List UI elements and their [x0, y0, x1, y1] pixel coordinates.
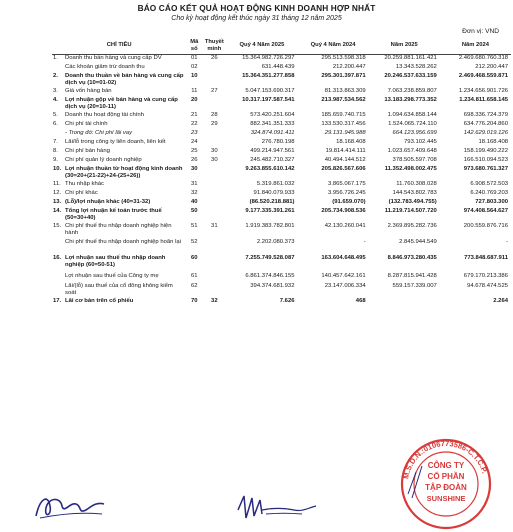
row-year-2024: 634.776.204.860	[463, 120, 508, 127]
row-year-2025: (132.783.494.755)	[388, 198, 437, 205]
row-indicator: Doanh thu hoạt động tài chính	[65, 111, 144, 118]
header-indicator: CHỈ TIÊU	[52, 37, 186, 55]
row-number: 8.	[53, 147, 58, 154]
row-q4-2025: 9.177.335.391.261	[245, 207, 295, 214]
row-number: 7.	[53, 138, 58, 145]
table-row	[52, 181, 511, 190]
row-note: 28	[211, 111, 218, 118]
row-q4-2025: 5.319.861.032	[256, 180, 295, 187]
row-code: 61	[191, 272, 198, 279]
row-number	[52, 283, 64, 298]
row-note	[202, 64, 226, 73]
table-row	[52, 97, 511, 112]
row-year-2025: 1.524.065.724.110	[388, 120, 437, 127]
row-code: 23	[191, 129, 198, 136]
table-header-row	[52, 37, 511, 55]
row-code: 21	[191, 111, 198, 118]
row-code: 70	[191, 297, 198, 304]
row-code: 24	[191, 138, 198, 145]
row-q4-2025: 245.482.710.327	[250, 156, 295, 163]
row-number: 1.	[53, 55, 58, 62]
table-row	[52, 112, 511, 121]
row-number: 2.	[53, 72, 58, 79]
row-number: 17.	[53, 297, 62, 304]
row-note	[202, 273, 226, 283]
table-row	[52, 139, 511, 148]
report-subtitle: Cho kỳ hoạt động kết thúc ngày 31 tháng 12 năm 2025	[171, 15, 342, 22]
row-indicator: Lợi nhuận sau thuế của Công ty mẹ	[65, 272, 159, 279]
row-code: 52	[191, 238, 198, 245]
row-year-2025: 20.246.537.633.159	[384, 72, 437, 79]
table-row	[52, 273, 511, 283]
row-number	[52, 130, 64, 139]
row-year-2025: 664.123.956.699	[392, 129, 437, 136]
row-number	[52, 64, 64, 73]
row-indicator: (Lỗ)/lợi nhuận khác (40=31-32)	[65, 198, 151, 205]
header-year-2025: Năm 2025	[369, 37, 440, 55]
row-q4-2024: 213.987.534.562	[321, 96, 366, 103]
row-q4-2024: 205.734.908.536	[321, 207, 366, 214]
row-code: 50	[191, 207, 198, 214]
row-year-2024: 1.234.656.901.726	[458, 87, 508, 94]
row-year-2024: 974.408.564.627	[463, 207, 508, 214]
income-statement-table	[52, 37, 511, 307]
row-year-2024: 94.678.474.525	[467, 282, 508, 289]
row-q4-2025: 5.047.153.690.317	[245, 87, 295, 94]
row-code: 32	[191, 189, 198, 196]
row-code: 31	[191, 180, 198, 187]
row-q4-2025: 631.448.439	[261, 63, 295, 70]
row-code: 01	[191, 55, 198, 62]
row-year-2024: 212.200.447	[475, 63, 508, 70]
row-note	[202, 130, 226, 139]
header-q4-2024: Quý 4 Năm 2024	[298, 37, 369, 55]
seal-line-3: TẬP ĐOÀN	[425, 483, 467, 492]
row-q4-2024: (91.659.070)	[332, 198, 366, 205]
row-year-2025: 2.369.895.282.736	[387, 222, 437, 229]
row-code: 40	[191, 198, 198, 205]
row-number: 6.	[53, 120, 58, 127]
row-note: 29	[211, 120, 218, 127]
signature-preparer	[30, 488, 110, 524]
row-year-2024: 6.908.572.503	[470, 180, 508, 187]
row-q4-2025: 573.420.251.604	[250, 111, 295, 118]
row-year-2025: 13.343.528.262	[395, 63, 437, 70]
row-indicator: Chi phí quản lý doanh nghiệp	[65, 156, 142, 163]
row-year-2025: 144.543.802.783	[392, 189, 437, 196]
currency-unit: Đơn vị: VND	[462, 28, 499, 35]
seal-line-2: CỔ PHẦN	[427, 472, 465, 481]
header-year-2024: Năm 2024	[440, 37, 511, 55]
row-year-2024: 200.559.876.716	[463, 222, 508, 229]
row-q4-2024: 212.200.447	[332, 63, 366, 70]
row-year-2025: 7.063.238.859.807	[387, 87, 437, 94]
row-q4-2025: 324.874.091.411	[250, 129, 295, 136]
seal-line-4: SUNSHINE	[426, 494, 466, 503]
row-q4-2024: 40.494.144.512	[324, 156, 366, 163]
row-q4-2024: 185.659.740.715	[321, 111, 366, 118]
row-note	[202, 239, 226, 255]
table-row	[52, 64, 511, 73]
row-q4-2024: 3.956.726.245	[327, 189, 366, 196]
table-row	[52, 208, 511, 223]
row-note	[202, 181, 226, 190]
table-row	[52, 166, 511, 181]
row-note: 27	[211, 87, 218, 94]
row-year-2025: 2.845.944.549	[399, 238, 437, 245]
row-number: 15.	[53, 222, 62, 229]
row-q4-2024: 19.814.414.111	[325, 147, 366, 154]
report-title: BÁO CÁO KẾT QUẢ HOẠT ĐỘNG KINH DOANH HỢP NHẤT	[137, 3, 376, 13]
table-row	[52, 130, 511, 139]
row-q4-2024: 23.147.006.334	[324, 282, 366, 289]
row-code: 02	[191, 63, 198, 70]
row-year-2024: -	[506, 238, 508, 245]
row-year-2025: 793.102.445	[404, 138, 437, 145]
row-q4-2024: 140.457.642.161	[321, 272, 366, 279]
row-indicator: Lãi/(lỗ) sau thuế của cổ đông không kiểm soát	[65, 282, 173, 296]
row-q4-2025: (86.520.218.881)	[249, 198, 295, 205]
row-number: 5.	[53, 111, 58, 118]
row-code: 25	[191, 147, 198, 154]
row-q4-2025: 394.374.681.932	[250, 282, 295, 289]
row-q4-2025: 9.263.855.610.142	[245, 165, 295, 172]
row-year-2025: 11.219.714.507.720	[384, 207, 437, 214]
row-note	[202, 208, 226, 223]
row-code: 51	[191, 222, 198, 229]
row-indicator: Lãi cơ bản trên cổ phiếu	[65, 297, 134, 304]
row-q4-2025: 7.255.749.528.087	[245, 254, 295, 261]
table-row	[52, 298, 511, 307]
row-q4-2024: 81.313.863.309	[324, 87, 366, 94]
row-q4-2025: 1.919.383.782.801	[245, 222, 295, 229]
row-year-2024: 727.803.300	[475, 198, 508, 205]
row-indicator: - Trong đó: Chi phí lãi vay	[65, 129, 133, 136]
row-year-2024: 773.848.687.911	[464, 254, 508, 261]
row-q4-2025: 2.202.080.373	[256, 238, 295, 245]
row-number: 11.	[53, 180, 61, 187]
row-note: 31	[211, 222, 218, 229]
table-row	[52, 223, 511, 239]
row-year-2024: 6.240.769.203	[470, 189, 508, 196]
row-note	[202, 73, 226, 88]
row-q4-2025: 15.364.351.277.858	[242, 72, 295, 79]
row-number: 13.	[53, 198, 62, 205]
header-note: Thuyết minh	[202, 37, 226, 55]
row-q4-2024: 468	[355, 297, 366, 304]
row-number: 14.	[53, 207, 62, 214]
row-year-2024: 166.510.094.523	[463, 156, 508, 163]
row-note: 30	[211, 156, 218, 163]
row-year-2025: 8.846.973.280.435	[387, 254, 437, 261]
row-indicator: Giá vốn hàng bán	[65, 87, 112, 94]
table-row	[52, 148, 511, 157]
row-year-2025: 8.287.815.941.428	[387, 272, 437, 279]
row-indicator: Lợi nhuận sau thuế thu nhập doanh nghiệp (60=50-51)	[65, 254, 166, 268]
row-note	[202, 139, 226, 148]
table-row	[52, 157, 511, 166]
row-q4-2025: 276.780.198	[261, 138, 295, 145]
row-year-2024: 2.469.680.760.318	[458, 55, 508, 62]
table-row	[52, 283, 511, 298]
row-q4-2024: 133.530.317.456	[321, 120, 366, 127]
row-year-2025: 1.094.634.858.144	[387, 111, 437, 118]
row-code: 62	[191, 282, 198, 289]
row-number: 16.	[53, 254, 62, 261]
row-year-2025: 20.259.881.161.421	[384, 55, 437, 62]
row-q4-2024: 295.301.397.871	[321, 72, 366, 79]
row-number: 12.	[53, 189, 62, 196]
table-row	[52, 190, 511, 199]
row-q4-2024: 18.168.408	[336, 138, 366, 145]
table-row	[52, 239, 511, 255]
row-indicator: Lãi/lỗ trong công ty liên doanh, liên kết	[65, 138, 166, 145]
row-indicator: Doanh thu thuần về bán hàng và cung cấp dịch vụ (10=01-02)	[65, 72, 184, 86]
header-q4-2025: Quý 4 Năm 2025	[226, 37, 297, 55]
header-code: Mã số	[186, 37, 202, 55]
row-q4-2024: 42.130.260.041	[324, 222, 366, 229]
row-year-2024: 2.264	[493, 297, 508, 304]
signature-chief-accountant	[232, 490, 322, 524]
row-code: 26	[191, 156, 198, 163]
row-note	[202, 190, 226, 199]
row-indicator: Lợi nhuận thuần từ hoạt động kinh doanh (30=20+(21-22)+24-(25+26))	[65, 165, 183, 179]
row-code: 60	[191, 254, 198, 261]
row-code: 11	[191, 87, 198, 94]
row-q4-2024: 29.131.945.988	[324, 129, 366, 136]
table-row	[52, 255, 511, 273]
row-year-2025: 11.352.498.002.475	[384, 165, 437, 172]
row-number: 3.	[53, 87, 58, 94]
row-year-2024: 698.336.724.379	[463, 111, 508, 118]
row-number	[52, 273, 64, 283]
row-year-2025	[369, 298, 440, 307]
row-number: 9.	[53, 156, 58, 163]
row-indicator: Chi phí thuế thu nhập doanh nghiệp hiện hành	[65, 222, 172, 236]
row-year-2024: 1.234.811.658.145	[459, 96, 508, 103]
row-q4-2024: -	[363, 238, 366, 245]
row-year-2024: 142.629.019.126	[463, 129, 508, 136]
row-q4-2025: 6.861.374.846.155	[245, 272, 295, 279]
row-note	[202, 199, 226, 208]
company-seal	[398, 436, 494, 532]
table-row	[52, 73, 511, 88]
row-number	[52, 239, 64, 255]
row-code: 20	[191, 96, 198, 103]
seal-line-1: CÔNG TY	[427, 461, 465, 470]
row-year-2024: 973.680.761.327	[463, 165, 508, 172]
row-code: 22	[191, 120, 198, 127]
row-indicator: Chi phí thuế thu nhập doanh nghiệp hoãn lại	[65, 238, 181, 245]
row-note: 30	[211, 147, 218, 154]
row-year-2024: 158.199.490.222	[463, 147, 508, 154]
row-q4-2024: 205.826.567.606	[321, 165, 366, 172]
row-q4-2025: 91.840.079.933	[253, 189, 295, 196]
row-year-2025: 378.505.597.708	[392, 156, 437, 163]
row-indicator: Chi phí khác	[65, 189, 98, 196]
table-row	[52, 55, 511, 64]
row-number: 4.	[53, 96, 58, 103]
row-indicator: Doanh thu bán hàng và cung cấp DV	[65, 55, 162, 62]
row-number: 10.	[53, 165, 62, 172]
row-note	[202, 255, 226, 273]
row-note	[202, 97, 226, 112]
row-indicator: Chi phí tài chính	[65, 120, 108, 127]
row-q4-2025: 7.626	[279, 297, 295, 304]
row-q4-2025: 499.214.947.561	[250, 147, 295, 154]
row-q4-2024: 163.604.648.495	[321, 254, 366, 261]
row-q4-2025: 10.317.197.587.541	[242, 96, 295, 103]
table-row	[52, 88, 511, 97]
row-year-2024: 2.469.468.559.871	[458, 72, 508, 79]
row-indicator: Tổng lợi nhuận kế toán trước thuế (50=30+40)	[65, 207, 162, 221]
row-note: 26	[211, 55, 218, 62]
table-row	[52, 121, 511, 130]
row-indicator: Lợi nhuận gộp về bán hàng và cung cấp dịch vụ (20=10-11)	[65, 96, 178, 110]
row-indicator: Thu nhập khác	[65, 180, 104, 187]
row-year-2025: 1.023.657.409.648	[387, 147, 437, 154]
row-note	[202, 166, 226, 181]
row-code: 30	[191, 165, 198, 172]
row-indicator: Các khoản giảm trừ doanh thu	[65, 63, 145, 70]
row-q4-2025: 882.341.351.333	[250, 120, 295, 127]
row-q4-2025: 15.364.982.726.297	[242, 55, 295, 62]
row-indicator: Chi phí bán hàng	[65, 147, 110, 154]
seal-outer-text: M.S.D.N.:0106773586-C.T.C.P.	[401, 438, 490, 480]
row-year-2024: 18.168.408	[478, 138, 508, 145]
row-year-2024: 679.170.213.386	[463, 272, 508, 279]
row-year-2025: 559.157.339.007	[392, 282, 437, 289]
row-note: 32	[211, 297, 218, 304]
table-row	[52, 199, 511, 208]
row-q4-2024: 295.513.598.318	[321, 55, 366, 62]
row-year-2025: 11.760.308.028	[396, 180, 437, 187]
row-code: 10	[191, 72, 198, 79]
row-note	[202, 283, 226, 298]
row-q4-2024: 3.865.067.175	[327, 180, 366, 187]
row-year-2025: 13.183.298.773.352	[384, 96, 437, 103]
